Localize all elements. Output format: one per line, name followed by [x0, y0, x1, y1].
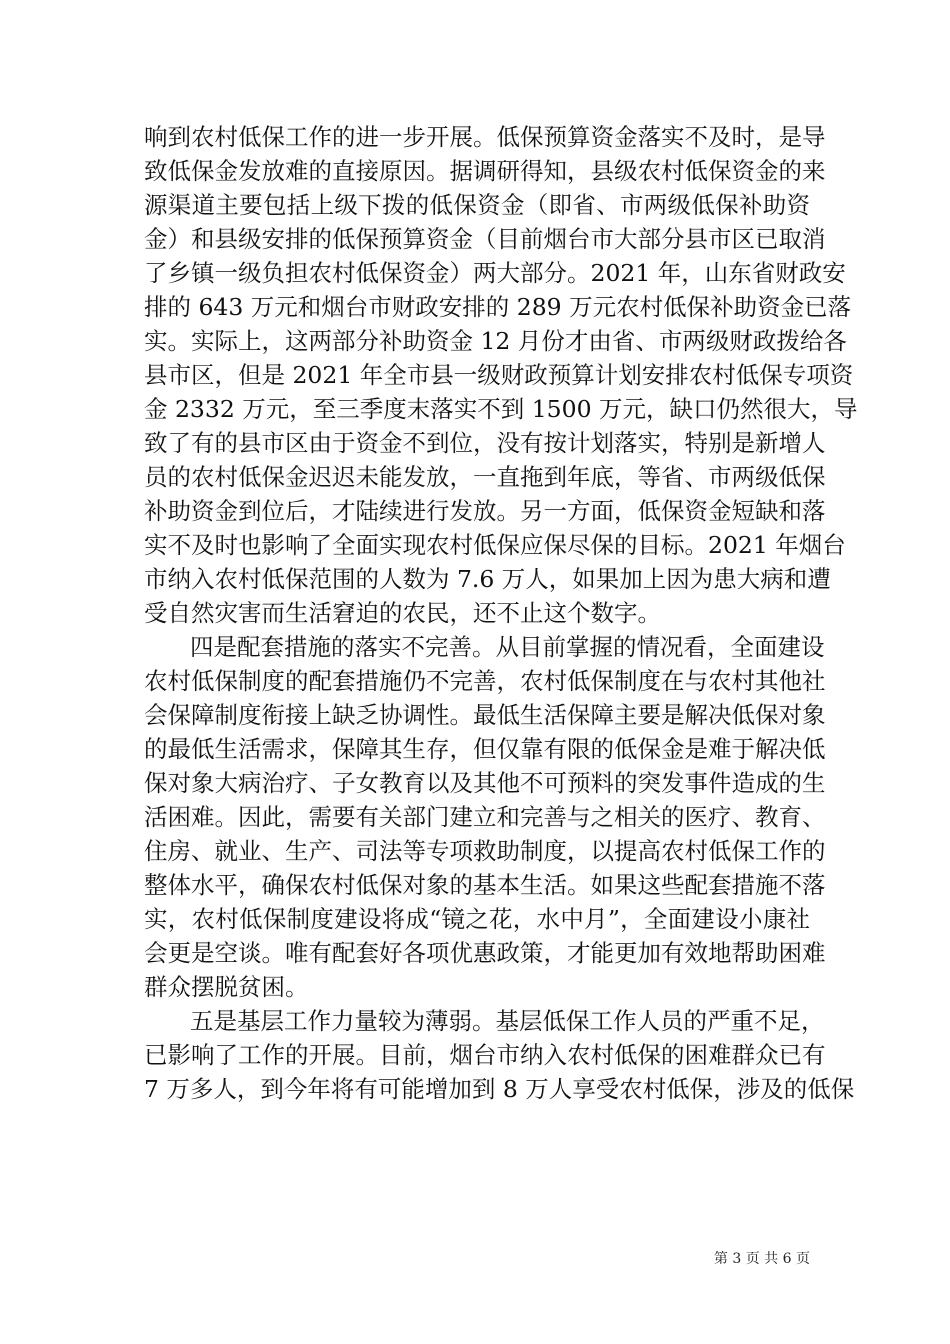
- text-line: 市纳入农村低保范围的人数为 7.6 万人，如果加上因为患大病和遭: [144, 565, 831, 593]
- text-line: 群众摆脱贫困。: [144, 973, 309, 1001]
- text-line: 已影响了工作的开展。目前，烟台市纳入农村低保的困难群众已有: [144, 1041, 826, 1069]
- text-line: 实不及时也影响了全面实现农村低保应保尽保的目标。2021 年烟台: [144, 531, 846, 559]
- text-line: 整体水平，确保农村低保对象的基本生活。如果这些配套措施不落: [144, 871, 826, 899]
- text-line: 保对象大病治疗、子女教育以及其他不可预料的突发事件造成的生: [144, 769, 826, 797]
- text-line: 致了有的县市区由于资金不到位，没有按计划落实，特别是新增人: [144, 429, 826, 457]
- text-line: 金 2332 万元，至三季度末落实不到 1500 万元，缺口仍然很大，导: [144, 395, 858, 423]
- page-number-footer: 第 3 页 共 6 页: [713, 1251, 810, 1267]
- text-line: 的最低生活需求，保障其生存，但仅靠有限的低保金是难于解决低: [144, 735, 826, 763]
- text-line: 了乡镇一级负担农村低保资金）两大部分。2021 年，山东省财政安: [144, 259, 846, 287]
- body-text: [144, 120, 858, 1106]
- text-line: 农村低保制度的配套措施仍不完善，农村低保制度在与农村其他社: [144, 667, 826, 695]
- text-line: 金）和县级安排的低保预算资金（目前烟台市大部分县市区已取消: [144, 225, 826, 253]
- text-line: 响到农村低保工作的进一步开展。低保预算资金落实不及时，是导: [144, 123, 826, 151]
- text-line: 四是配套措施的落实不完善。从目前掌握的情况看，全面建设: [190, 633, 825, 661]
- text-line: 会保障制度衔接上缺乏协调性。最低生活保障主要是解决低保对象: [144, 701, 826, 729]
- text-line: 致低保金发放难的直接原因。据调研得知，县级农村低保资金的来: [144, 157, 826, 185]
- text-line: 县市区，但是 2021 年全市县一级财政预算计划安排农村低保专项资: [144, 361, 854, 389]
- text-line: 员的农村低保金迟迟未能发放，一直拖到年底，等省、市两级低保: [144, 463, 826, 491]
- text-line: 7 万多人，到今年将有可能增加到 8 万人享受农村低保，涉及的低保: [144, 1075, 855, 1103]
- text-line: 受自然灾害而生活窘迫的农民，还不止这个数字。: [144, 599, 661, 627]
- text-line: 源渠道主要包括上级下拨的低保资金（即省、市两级低保补助资: [144, 191, 810, 219]
- text-line: 住房、就业、生产、司法等专项救助制度，以提高农村低保工作的: [144, 837, 826, 865]
- text-line: 排的 643 万元和烟台市财政安排的 289 万元农村低保补助资金已落: [144, 293, 852, 321]
- text-line: 五是基层工作力量较为薄弱。基层低保工作人员的严重不足，: [190, 1007, 825, 1035]
- text-line: 活困难。因此，需要有关部门建立和完善与之相关的医疗、教育、: [144, 803, 826, 831]
- text-line: 补助资金到位后，才陆续进行发放。另一方面，低保资金短缺和落: [144, 497, 826, 525]
- text-line: 会更是空谈。唯有配套好各项优惠政策，才能更加有效地帮助困难: [144, 939, 826, 967]
- text-line: 实。实际上，这两部分补助资金 12 月份才由省、市两级财政拨给各: [144, 327, 847, 355]
- text-line: 实，农村低保制度建设将成“镜之花，水中月”，全面建设小康社: [144, 905, 810, 933]
